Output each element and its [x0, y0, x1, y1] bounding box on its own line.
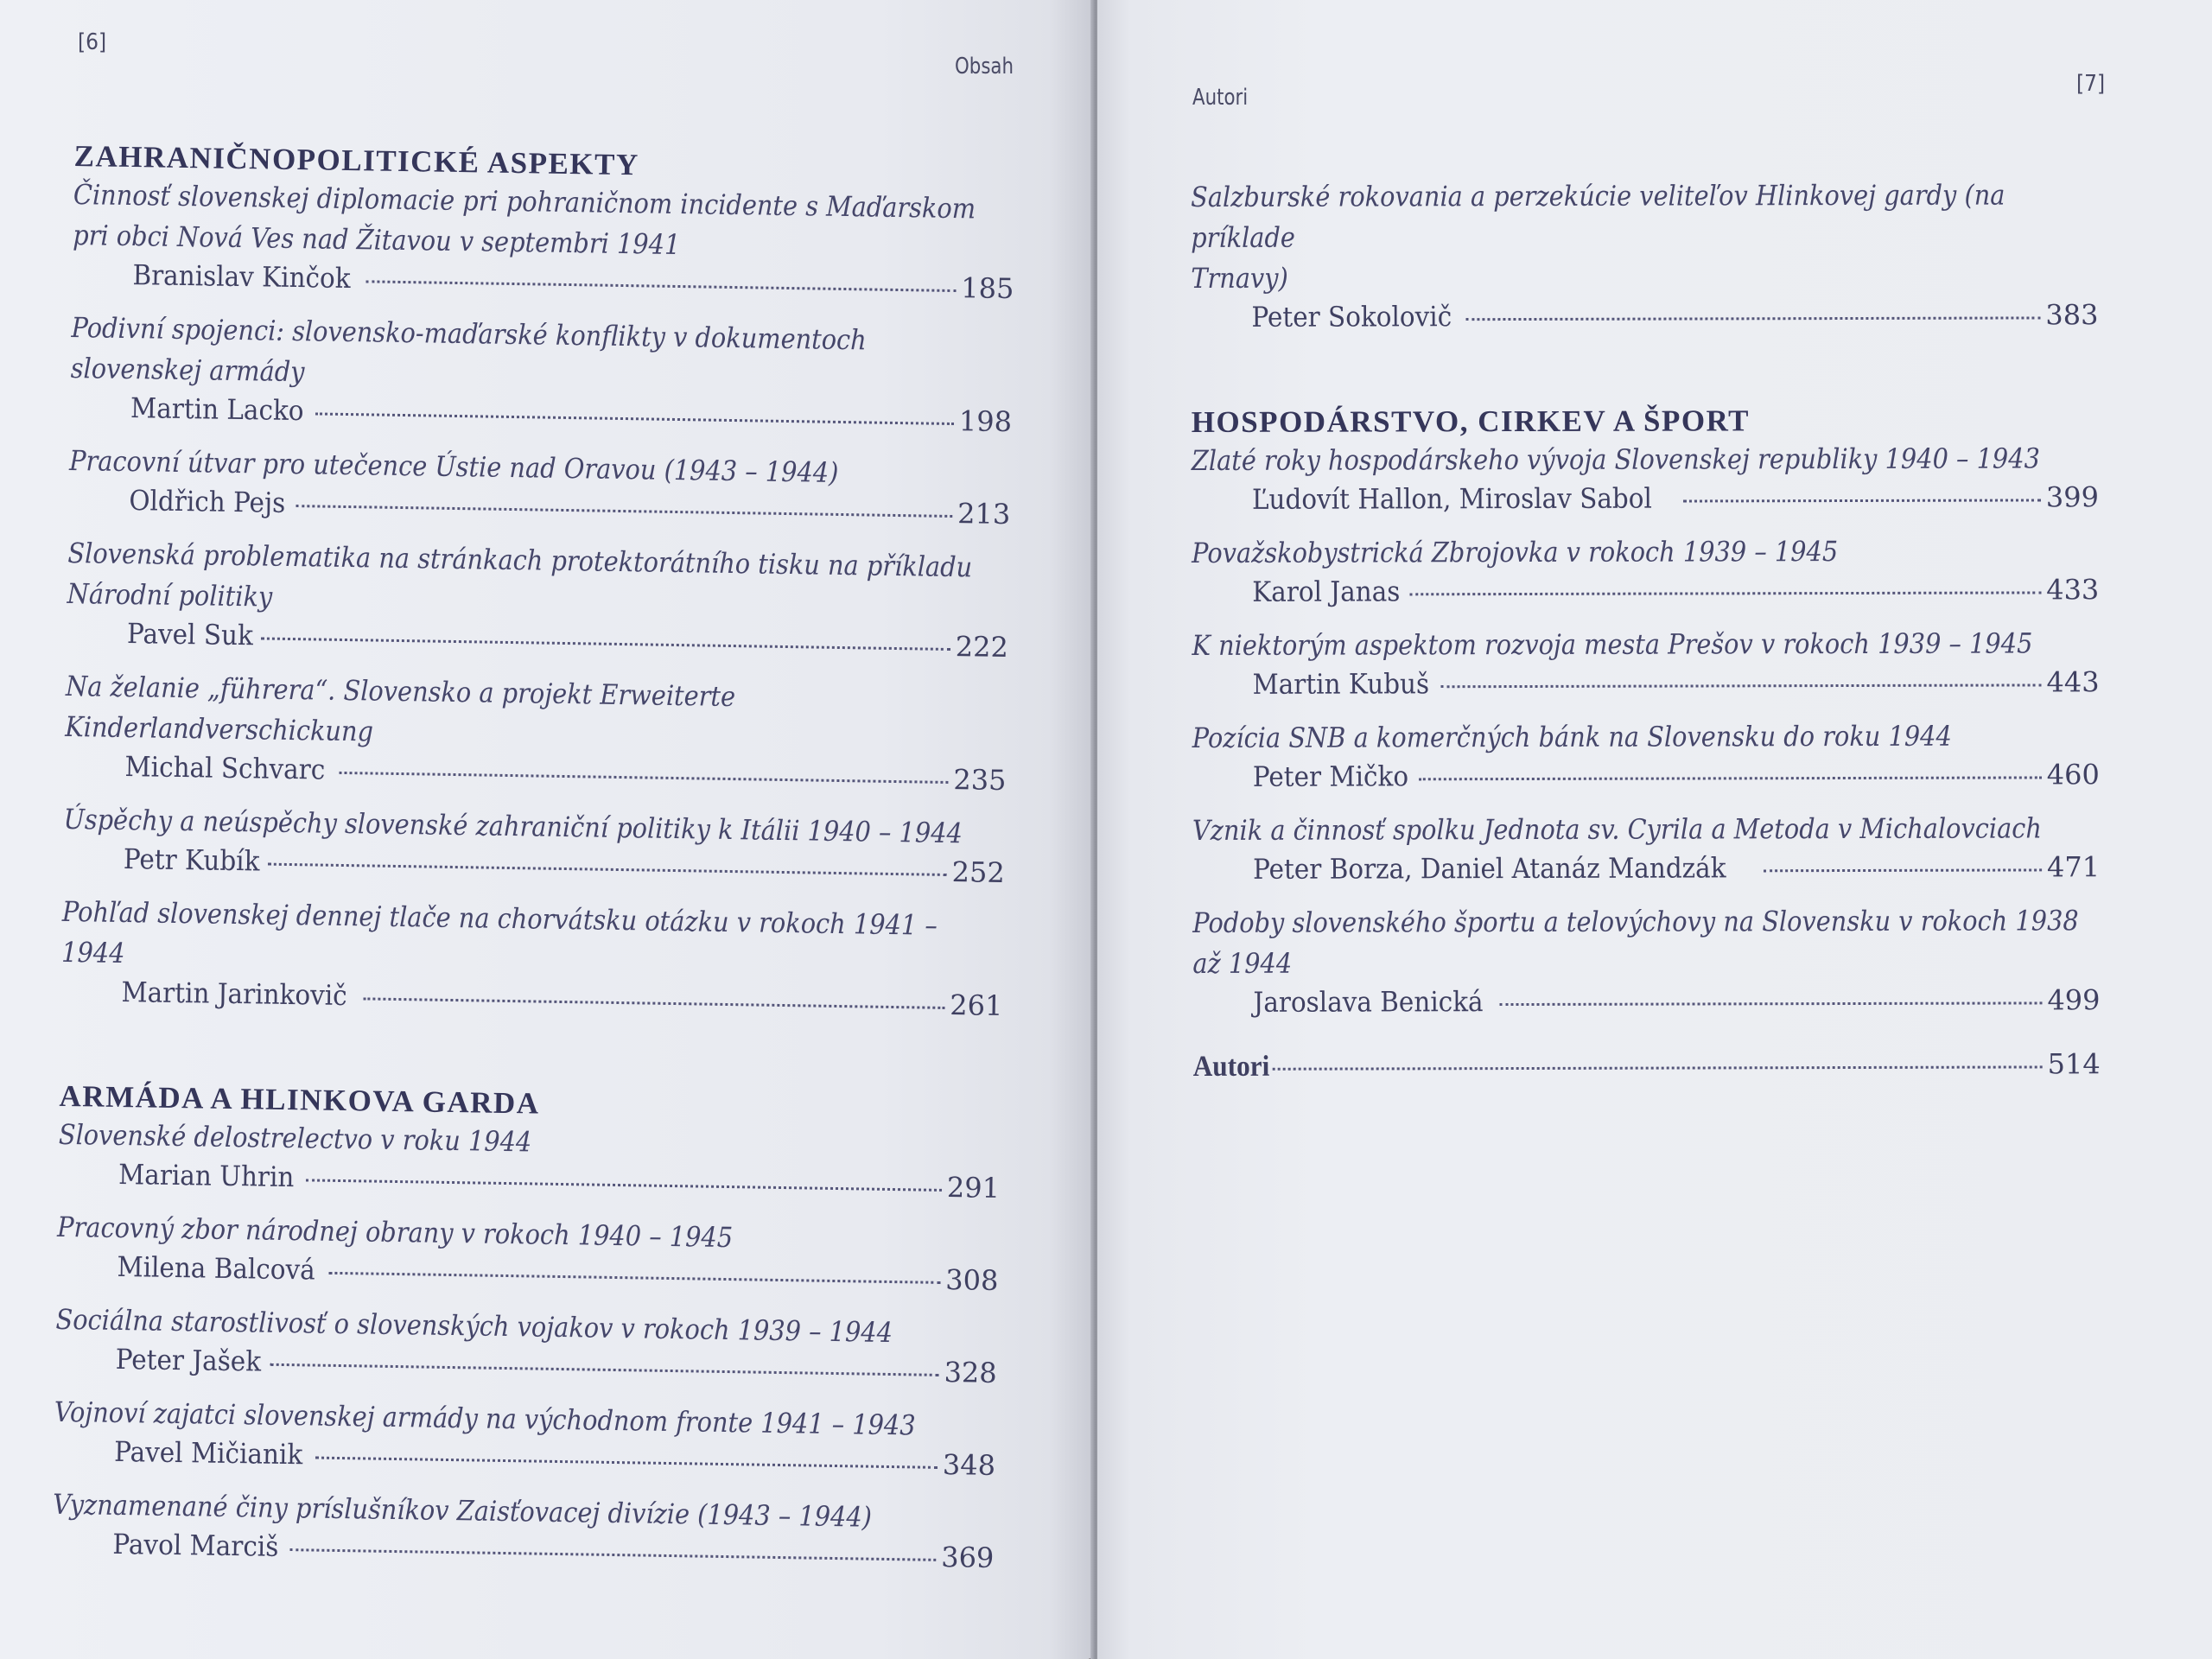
toc-entry: [64, 666, 1007, 798]
dot-leader: [315, 1457, 938, 1469]
entry-page-number: 222: [955, 630, 1009, 664]
dot-leader: [1764, 868, 2042, 872]
toc-entry: [1192, 531, 2099, 610]
page-number-right: [7]: [2076, 71, 2106, 97]
entry-page-number: 261: [949, 988, 1003, 1022]
toc-entry: [52, 1484, 995, 1576]
dot-leader: [270, 1363, 939, 1376]
entry-page-number: 198: [958, 404, 1013, 439]
entry-page-number: 369: [940, 1540, 995, 1574]
toc-entry: [54, 1392, 996, 1484]
entry-author-row: [1251, 296, 2098, 335]
section-heading: ARMÁDA A HLINKOVA GARDA: [59, 1078, 540, 1121]
toc-entry: [1191, 175, 2098, 335]
entry-author: Branislav Kinčok: [132, 258, 351, 296]
entry-page-number: 185: [961, 271, 1014, 306]
entry-author: Peter Jašek: [115, 1342, 262, 1378]
entry-author-row: [1252, 479, 2099, 518]
entry-author: Pavel Suk: [126, 617, 254, 652]
entry-title-line: Pracovný zbor národnej obrany v rokoch 1940 – 1945: [56, 1210, 734, 1255]
entry-title-line: Sociálna starostlivosť o slovenských vojakov v rokoch 1939 – 1944: [55, 1302, 893, 1350]
entry-title-line: Národní politiky: [67, 576, 273, 613]
dot-leader: [296, 505, 952, 518]
dot-leader: [365, 280, 956, 292]
entry-title-line: slovenskej armády: [70, 351, 305, 389]
final-entry-page: 514: [2047, 1047, 2101, 1081]
toc-entry: [1192, 623, 2099, 702]
entry-author: Milena Balcová: [117, 1249, 316, 1287]
dot-leader: [315, 412, 954, 425]
entry-author: Pavel Mičianik: [113, 1434, 303, 1471]
entry-page-number: 291: [946, 1171, 1001, 1205]
entry-page-number: 433: [2046, 573, 2100, 607]
toc-entry: [70, 308, 1014, 440]
entry-title-line: Na želanie „führera“. Slovensko a projekt Erweiterte: [65, 669, 736, 714]
entry-title-line: Trnavy): [1191, 261, 1288, 295]
dot-leader: [1409, 591, 2041, 595]
entry-author: Petr Kubík: [123, 842, 260, 878]
entry-page-number: 460: [2046, 758, 2100, 791]
dot-leader: [268, 863, 947, 876]
dot-leader: [1441, 683, 2042, 688]
page-number-left: [6]: [78, 29, 107, 55]
entry-title-line: Považskobystrická Zbrojovka v rokoch 1939 – 1945: [1192, 535, 1839, 569]
entry-title-line: Slovenské delostrelectvo v roku 1944: [58, 1117, 532, 1159]
toc-entry: [1192, 900, 2100, 1020]
entry-title-line: Činnosť slovenskej diplomacie pri pohraničnom incidente s Maďarskom: [73, 177, 976, 226]
entry-author-row: [1253, 756, 2100, 795]
entry-title-line: Pracovní útvar pro utečence Ústie nad Oravou (1943 – 1944): [68, 443, 839, 489]
entry-author: Pavol Marciš: [112, 1527, 279, 1563]
toc-entry: [60, 892, 1004, 1024]
entry-author: Peter Mičko: [1252, 760, 1409, 793]
entry-title-line: Kinderlandverschickung: [65, 709, 374, 748]
entry-title-line: Vznik a činnosť spolku Jednota sv. Cyrila a Metoda v Michalovciach: [1192, 811, 2042, 847]
running-head-right: Autori: [1192, 85, 1249, 111]
dot-leader: [260, 637, 950, 651]
dot-leader: [289, 1548, 936, 1561]
toc-entry: [63, 799, 1006, 891]
entry-title-line: Podivní spojenci: slovensko-maďarské konflikty v dokumentoch: [71, 310, 868, 357]
entry-page-number: 471: [2046, 850, 2101, 884]
entry-page-number: 348: [942, 1447, 996, 1482]
entry-author: Karol Janas: [1252, 575, 1401, 608]
entry-title-line: Slovenská problematika na stránkach protektorátního tisku na příkladu: [67, 536, 973, 584]
entry-title-line: Podoby slovenského športu a telovýchovy na Slovensku v rokoch 1938: [1192, 904, 2079, 939]
entry-title-line: K niektorým aspektom rozvoja mesta Prešov v rokoch 1939 – 1945: [1192, 626, 2033, 662]
toc-entry: [1192, 715, 2100, 795]
entry-page-number: 499: [2047, 983, 2101, 1017]
entry-title-line: Vyznamenané činy príslušníkov Zaisťovacej divízie (1943 – 1944): [52, 1487, 873, 1534]
section-heading: ZAHRANIČNOPOLITICKÉ ASPEKTY: [73, 138, 639, 182]
final-entry-label: Autori: [1192, 1050, 1270, 1083]
entry-title-line: Pohľad slovenskej dennej tlače na chorvátsku otázku v rokoch 1941 – 1944: [60, 894, 938, 970]
dot-leader: [1500, 1001, 2043, 1006]
entry-author: Ľudovít Hallon, Miroslav Sabol: [1251, 481, 1652, 516]
section-gap: [1192, 348, 2099, 404]
toc-entry: [68, 441, 1011, 532]
entry-page-number: 443: [2046, 665, 2100, 699]
entry-author-row: [1252, 571, 2099, 610]
entry-author-row: [1253, 849, 2100, 887]
running-head-left: Obsah: [955, 54, 1014, 79]
toc-entry: [1192, 808, 2100, 887]
entry-author: Jaroslava Benická: [1253, 985, 1484, 1019]
entry-title-line: Salzburské rokovania a perzekúcie veliteľov Hlinkovej gardy (na príklade: [1191, 178, 2005, 254]
entry-page-number: 383: [2045, 298, 2099, 332]
toc-entry: [58, 1115, 1001, 1206]
dot-leader: [363, 997, 944, 1009]
entry-author-row: [1252, 664, 2099, 702]
toc-entry: [67, 533, 1010, 665]
entry-author: Martin Lacko: [130, 391, 304, 428]
dot-leader: [1273, 1065, 2043, 1070]
toc-entry: [56, 1207, 999, 1299]
toc-entry: [54, 1300, 997, 1391]
dot-leader: [1465, 316, 2040, 321]
toc-entry: [72, 175, 1015, 307]
entry-page-number: 328: [944, 1355, 997, 1389]
entry-page-number: 235: [953, 763, 1007, 798]
entry-page-number: 399: [2045, 480, 2100, 514]
entry-title-line: pri obci Nová Ves nad Žitavou v septembri 1941: [72, 218, 681, 262]
dot-leader: [306, 1179, 942, 1192]
entry-author: Peter Sokolovič: [1251, 300, 1452, 334]
entry-title-line: Zlaté roky hospodárskeho vývoja Slovenskej republiky 1940 – 1943: [1191, 442, 2040, 477]
entry-author: Peter Borza, Daniel Atanáz Mandzák: [1253, 851, 1726, 886]
entry-author-row: [1253, 982, 2100, 1020]
entry-author: Martin Jarinkovič: [121, 975, 347, 1013]
entry-title-line: Pozícia SNB a komerčných bánk na Slovensku do roku 1944: [1192, 719, 1952, 754]
dot-leader: [339, 772, 948, 784]
entry-title-line: Úspěchy a neúspěchy slovenské zahraniční politiky k Itálii 1940 – 1944: [63, 802, 963, 850]
entry-page-number: 252: [951, 855, 1006, 890]
entry-title-line: Vojnoví zajatci slovenskej armády na východnom fronte 1941 – 1943: [54, 1395, 916, 1442]
entry-author: Michal Schvarc: [124, 750, 326, 786]
entry-author: Martin Kubuš: [1252, 667, 1430, 701]
entry-author: Marian Uhrin: [118, 1157, 295, 1194]
toc-right-column: [1191, 175, 2101, 1085]
entry-page-number: 308: [944, 1263, 999, 1297]
dot-leader: [329, 1272, 941, 1284]
entry-author: Oldřich Pejs: [129, 484, 286, 519]
entry-author-row: [1193, 1046, 2101, 1085]
dot-leader: [1419, 776, 2042, 780]
dot-leader: [1683, 499, 2041, 502]
entry-title-line: až 1944: [1192, 946, 1293, 980]
section-heading: HOSPODÁRSTVO, CIRKEV A ŠPORT: [1191, 404, 1751, 439]
toc-left-column: [52, 138, 1016, 1592]
left-page: [0, 0, 1093, 1659]
toc-entry: [1192, 438, 2099, 518]
entry-page-number: 213: [957, 497, 1011, 531]
